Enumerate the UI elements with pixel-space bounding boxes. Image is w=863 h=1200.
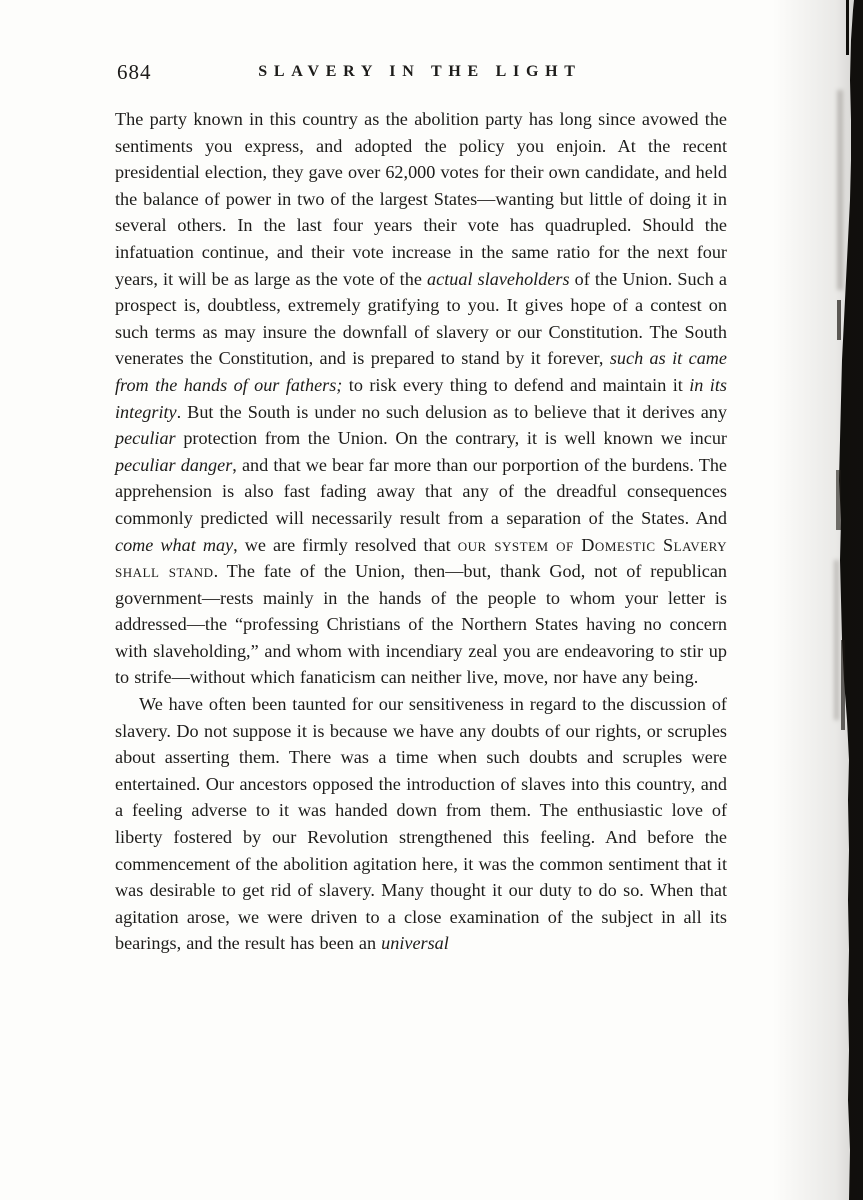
- text-run: in its integrity: [115, 374, 727, 422]
- page-number: 684: [117, 60, 152, 84]
- text-run: actual slaveholders: [427, 268, 570, 289]
- text-run: protection from the Union. On the contrary, it is well known we incur: [175, 428, 727, 449]
- text-run: The party known in this country as the abolition party has long since avowed the sentiments you express, and adopted the policy you enjoin. At the recent presidential election, they gave over 62,000 votes for their own candidate, and held the balance of power in two of the largest States—wanting but little of doing it in several others. In the last four years their vote has quadrupled. Should the infatuation continue, and their vote increase in the same ratio for the next four years, it will be as large as the vote of the: [115, 109, 727, 289]
- text-run: peculiar: [115, 428, 176, 449]
- text-run: universal: [381, 933, 449, 954]
- scan-edge-artifact: [829, 0, 863, 1200]
- text-run: , and that we bear far more than our porportion of the burdens. The apprehension is also fast fading away that any of the dreadful consequences commonly predicted will necessarily result from a separation of the States. And: [115, 454, 728, 528]
- scan-streak: [837, 90, 843, 290]
- text-run: peculiar danger: [115, 454, 233, 475]
- text-run: of the Union. Such a prospect is, doubtless, extremely gratifying to you. It gives hope of a contest on such terms as may insure the downfall of slavery or our Constitution. The South venerates the Constitution, and is prepared to stand by it forever,: [115, 268, 727, 369]
- text-run: We have often been taunted for our sensitiveness in regard to the discussion of slavery. Do not suppose it is because we have any doubts of our rights, or scruples about asserting them. There was a time when such doubts and scruples were entertained. Our ancestors opposed the introduction of slaves into this country, and a feeling adverse to it was handed down from them. The enthusiastic love of liberty fostered by our Revolution strengthened this feeling. And before the commencement of the abolition agitation here, it was the common sentiment that it was desirable to get rid of slavery. Many thought it our duty to do so. When that agitation arose, we were driven to a close examination of the subject in all its bearings, and the result has been an: [115, 694, 727, 954]
- page-header: [115, 60, 725, 88]
- text-run: our system of Domestic Slavery shall stand: [115, 534, 727, 582]
- running-header: SLAVERY IN THE LIGHT: [258, 63, 582, 80]
- scan-streak: [834, 560, 839, 720]
- body-text: [115, 106, 727, 957]
- text-run: such as it came from the hands of our fathers;: [115, 348, 727, 395]
- text-run: . But the South is under no such delusion as to believe that it derives any: [176, 401, 727, 422]
- text-run: to risk every thing to defend and maintain it: [342, 374, 690, 395]
- text-run: come what may: [115, 534, 234, 555]
- text-run: . The fate of the Union, then—but, thank God, not of republican government—rests mainly in the hands of the people to whom your letter is addressed—the “professing Christians of the Northern States having no concern with slaveholding,” and whom with incendiary zeal you are endeavoring to stir up to strife—without which fanaticism can neither live, move, nor have any being.: [115, 561, 728, 688]
- paragraph: [115, 691, 727, 957]
- paragraph: [115, 106, 727, 691]
- text-run: , we are firmly resolved that: [233, 534, 458, 555]
